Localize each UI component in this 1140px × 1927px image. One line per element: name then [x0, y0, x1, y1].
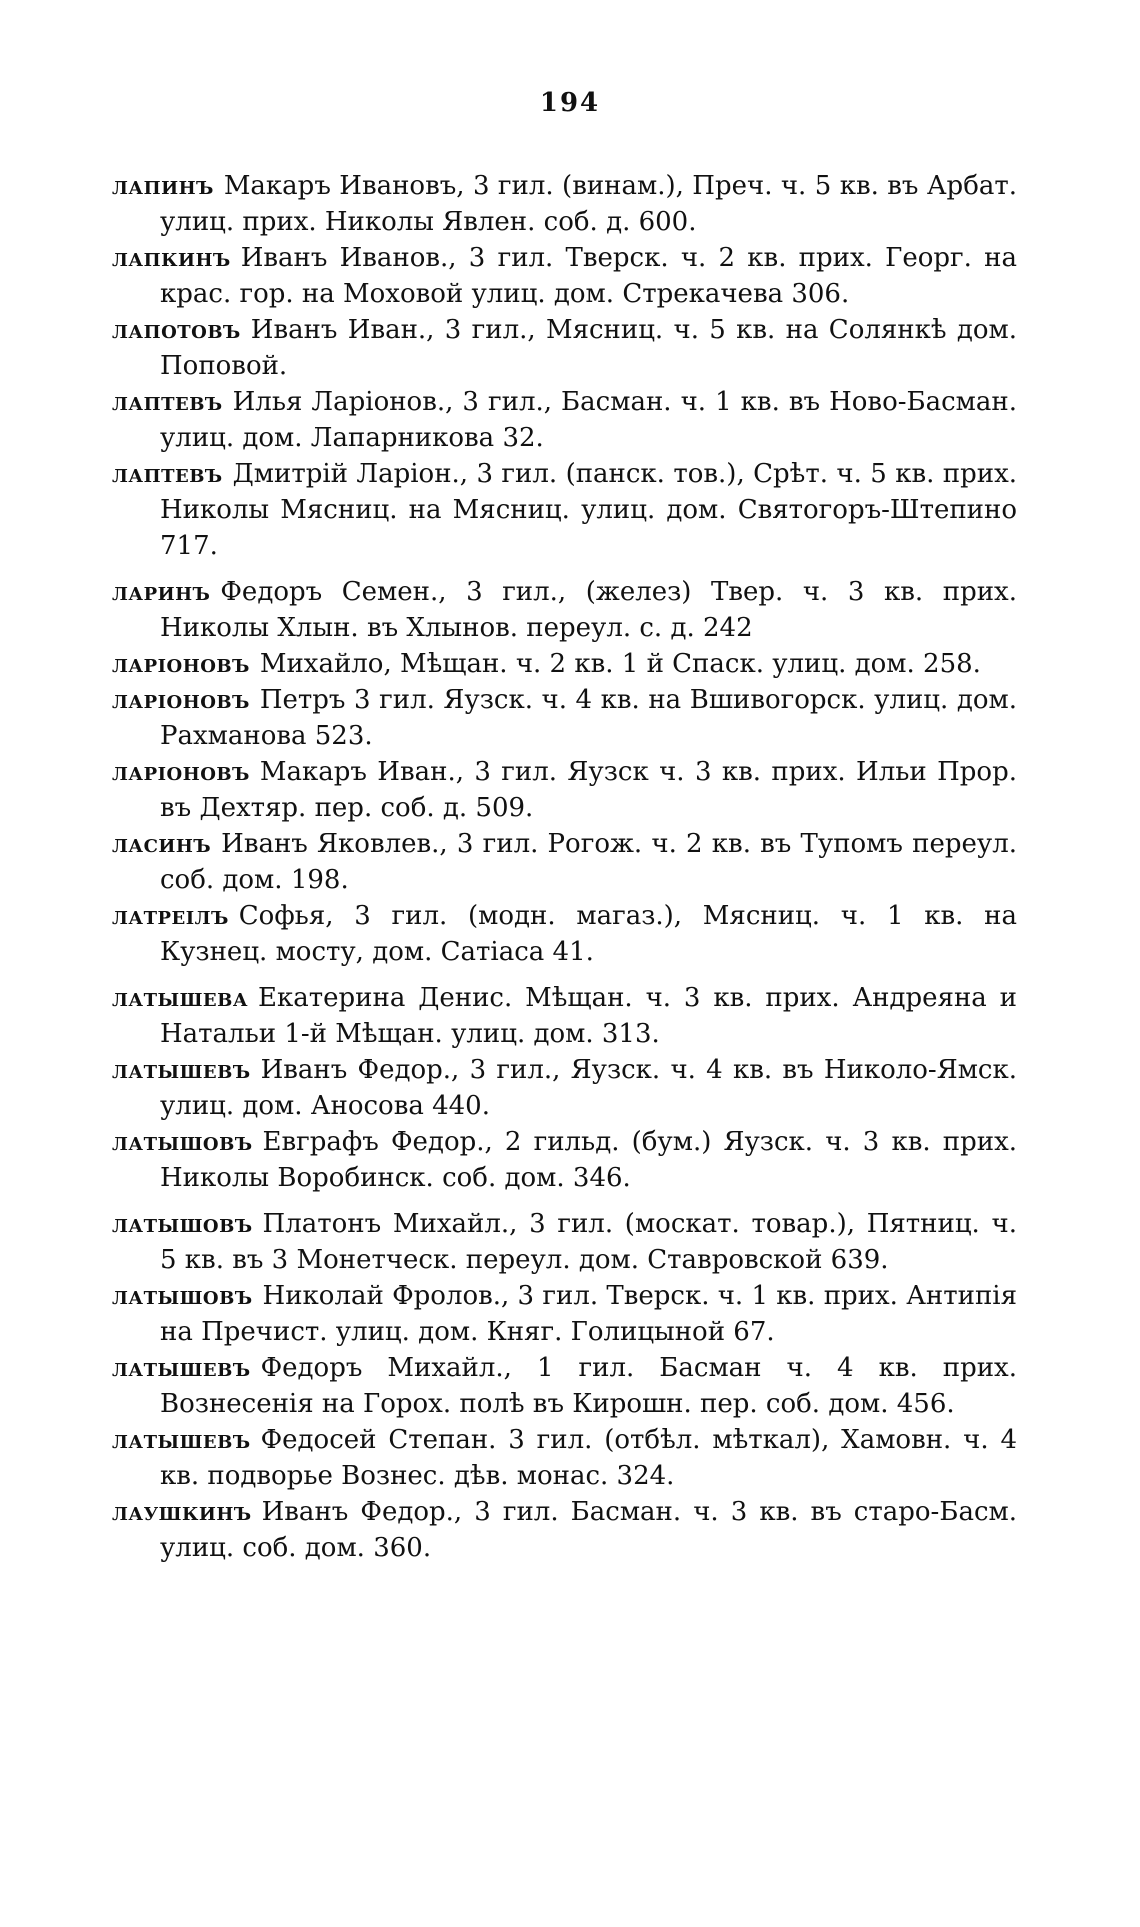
- directory-entry: [112, 1206, 1017, 1278]
- entry-text: Петръ 3 гил. Яузск. ч. 4 кв. на Вшивогорск. улиц. дом. Рахманова 523.: [160, 685, 1017, 751]
- directory-entry: [112, 456, 1017, 564]
- entry-surname: латышевъ: [112, 1425, 251, 1455]
- directory-entry: [112, 754, 1017, 826]
- entry-surname: ларіоновъ: [112, 757, 250, 787]
- entry-surname: ласинъ: [112, 829, 212, 859]
- directory-entry: [112, 312, 1017, 384]
- entry-text: Илья Ларіонов., 3 гил., Басман. ч. 1 кв. въ Ново-Басман. улиц. дом. Лапарникова 32.: [160, 387, 1017, 453]
- entry-surname: лаптевъ: [112, 387, 223, 417]
- entry-surname: лапинъ: [112, 171, 214, 201]
- directory-entry: [112, 646, 1017, 682]
- directory-entry: [112, 1494, 1017, 1566]
- entry-text: Иванъ Яковлев., 3 гил. Рогож. ч. 2 кв. въ Тупомъ переул. соб. дом. 198.: [160, 829, 1017, 895]
- directory-entry: [112, 384, 1017, 456]
- entry-text: Михайло, Мѣщан. ч. 2 кв. 1 й Спаск. улиц. дом. 258.: [259, 649, 981, 679]
- entry-surname: ларіоновъ: [112, 685, 250, 715]
- entry-surname: лапотовъ: [112, 315, 241, 345]
- directory-entry: [112, 574, 1017, 646]
- entry-text: Иванъ Иванов., 3 гил. Тверск. ч. 2 кв. прих. Георг. на крас. гор. на Моховой улиц. дом. Стрекачева 306.: [160, 243, 1017, 309]
- entry-text: Дмитрій Ларіон., 3 гил. (панск. тов.), Срѣт. ч. 5 кв. прих. Николы Мясниц. на Мясниц. улиц. дом. Святогоръ-Штепино 717.: [160, 459, 1017, 561]
- directory-entry: [112, 168, 1017, 240]
- directory-entry: [112, 1350, 1017, 1422]
- entry-text: Екатерина Денис. Мѣщан. ч. 3 кв. прих. Андреяна и Натальи 1-й Мѣщан. улиц. дом. 313.: [160, 983, 1017, 1049]
- directory-entry: [112, 980, 1017, 1052]
- directory-entry: [112, 898, 1017, 970]
- entry-text: Николай Фролов., 3 гил. Тверск. ч. 1 кв. прих. Антипія на Пречист. улиц. дом. Княг. Голицыной 67.: [160, 1281, 1017, 1347]
- entry-text: Иванъ Иван., 3 гил., Мясниц. ч. 5 кв. на Солянкѣ дом. Поповой.: [160, 315, 1017, 381]
- directory-entry: [112, 1124, 1017, 1196]
- entry-text: Федосей Степан. 3 гил. (отбѣл. мѣткал), Хамовн. ч. 4 кв. подворье Вознес. дѣв. монас. 324.: [160, 1425, 1017, 1491]
- directory-entry: [112, 240, 1017, 312]
- directory-entries: [112, 168, 1017, 1566]
- entry-text: Федоръ Семен., 3 гил., (желез) Твер. ч. 3 кв. прих. Николы Хлын. въ Хлынов. переул. с. д. 242: [160, 577, 1017, 643]
- directory-entry: [112, 1278, 1017, 1350]
- entry-text: Иванъ Федор., 3 гил. Басман. ч. 3 кв. въ старо-Басм. улиц. соб. дом. 360.: [160, 1497, 1017, 1563]
- entry-surname: латышовъ: [112, 1127, 253, 1157]
- entry-text: Макаръ Иван., 3 гил. Яузск ч. 3 кв. прих. Ильи Прор. въ Дехтяр. пер. соб. д. 509.: [160, 757, 1017, 823]
- directory-entry: [112, 682, 1017, 754]
- entry-surname: лапкинъ: [112, 243, 231, 273]
- entry-surname: латышовъ: [112, 1209, 253, 1239]
- entry-text: Федоръ Михайл., 1 гил. Басман ч. 4 кв. прих. Вознесенія на Горох. полѣ въ Кирошн. пер. соб. дом. 456.: [160, 1353, 1017, 1419]
- page-number: 194: [539, 88, 601, 118]
- directory-entry: [112, 1422, 1017, 1494]
- entry-text: Иванъ Федор., 3 гил., Яузск. ч. 4 кв. въ Николо-Ямск. улиц. дом. Аносова 440.: [160, 1055, 1017, 1121]
- entry-surname: латышовъ: [112, 1281, 253, 1311]
- directory-entry: [112, 826, 1017, 898]
- entry-text: Софья, 3 гил. (модн. магаз.), Мясниц. ч. 1 кв. на Кузнец. мосту, дом. Сатіаса 41.: [160, 901, 1017, 967]
- entry-surname: ларинъ: [112, 577, 211, 607]
- entry-text: Макаръ Ивановъ, 3 гил. (винам.), Преч. ч. 5 кв. въ Арбат. улиц. прих. Николы Явлен. соб. д. 600.: [160, 171, 1017, 237]
- entry-surname: лаушкинъ: [112, 1497, 252, 1527]
- entry-surname: латышевъ: [112, 1055, 251, 1085]
- entry-surname: латышевъ: [112, 1353, 251, 1383]
- entry-text: Евграфъ Федор., 2 гильд. (бум.) Яузск. ч. 3 кв. прих. Николы Воробинск. соб. дом. 346.: [160, 1127, 1017, 1193]
- directory-entry: [112, 1052, 1017, 1124]
- entry-surname: ларіоновъ: [112, 649, 250, 679]
- entry-surname: латышева: [112, 983, 249, 1013]
- entry-surname: лаптевъ: [112, 459, 223, 489]
- entry-text: Платонъ Михайл., 3 гил. (москат. товар.), Пятниц. ч. 5 кв. въ 3 Монетческ. переул. дом. Ставровской 639.: [160, 1209, 1017, 1275]
- entry-surname: латреілъ: [112, 901, 229, 931]
